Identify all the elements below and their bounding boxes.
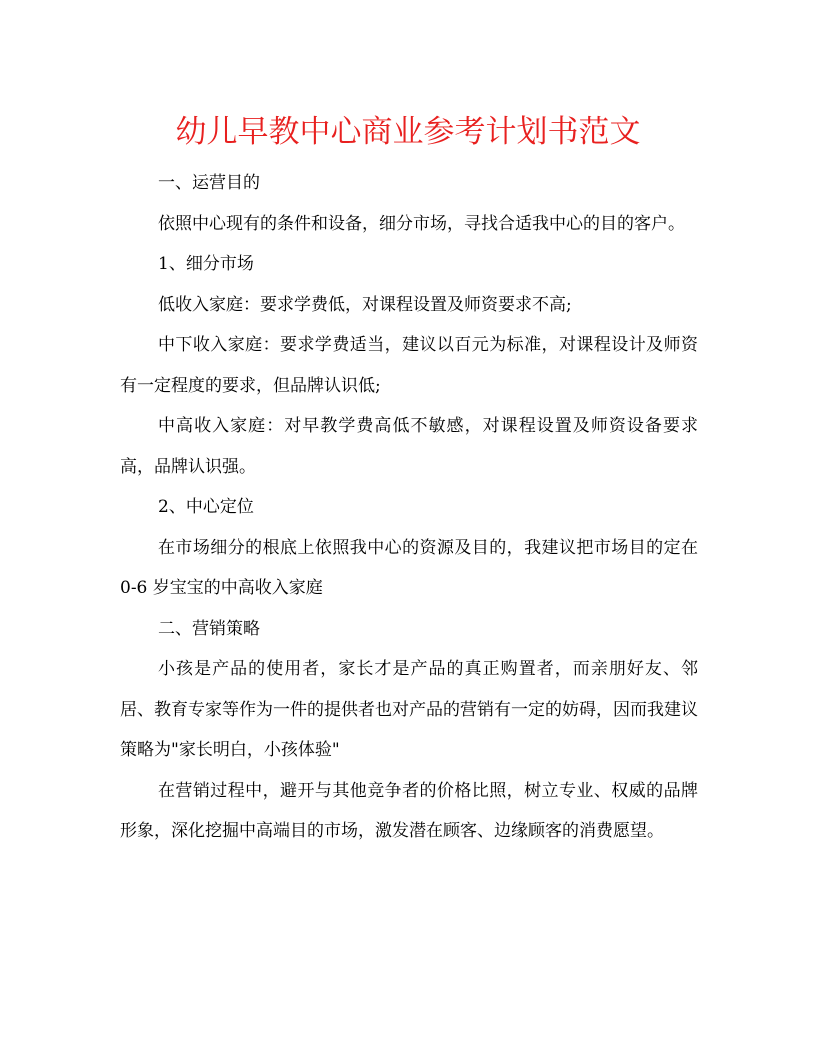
subheading-center-positioning: 2、中心定位 — [158, 497, 254, 517]
paragraph-strategy-parents-children: 小孩是产品的使用者，家长才是产品的真正购置者，而亲朋好友、邻居、教育专家等作为一件的提供者也对产品的营销有一定的妨碍，因而我建议策略为"家长明白，小孩体验" — [120, 659, 698, 760]
paragraph-brand-image: 在营销过程中，避开与其他竞争者的价格比照，树立专业、权威的品牌形象，深化挖掘中高端目的市场，激发潜在顾客、边缘顾客的消费愿望。 — [120, 780, 698, 841]
subheading-market-segmentation: 1、细分市场 — [158, 254, 254, 274]
document-body — [120, 163, 698, 852]
section-heading-marketing-strategy: 二、营销策略 — [158, 618, 260, 639]
paragraph-upper-middle-income: 中高收入家庭：对早教学费高低不敏感，对课程设置及师资设备要求高，品牌认识强。 — [120, 416, 698, 477]
paragraph-target-market: 在市场细分的根底上依照我中心的资源及目的，我建议把市场目的定在 0-6 岁宝宝的中高收入家庭 — [120, 537, 698, 598]
document-title: 幼儿早教中心商业参考计划书范文 — [175, 114, 641, 150]
paragraph-segment-market: 依照中心现有的条件和设备，细分市场，寻找合适我中心的目的客户。 — [158, 213, 685, 234]
paragraph-low-income: 低收入家庭：要求学费低，对课程设置及师资要求不高; — [158, 294, 572, 315]
paragraph-lower-middle-income: 中下收入家庭：要求学费适当，建议以百元为标准，对课程设计及师资有一定程度的要求，但品牌认识低; — [120, 335, 698, 396]
section-heading-operation-goal: 一、运营目的 — [158, 173, 260, 193]
